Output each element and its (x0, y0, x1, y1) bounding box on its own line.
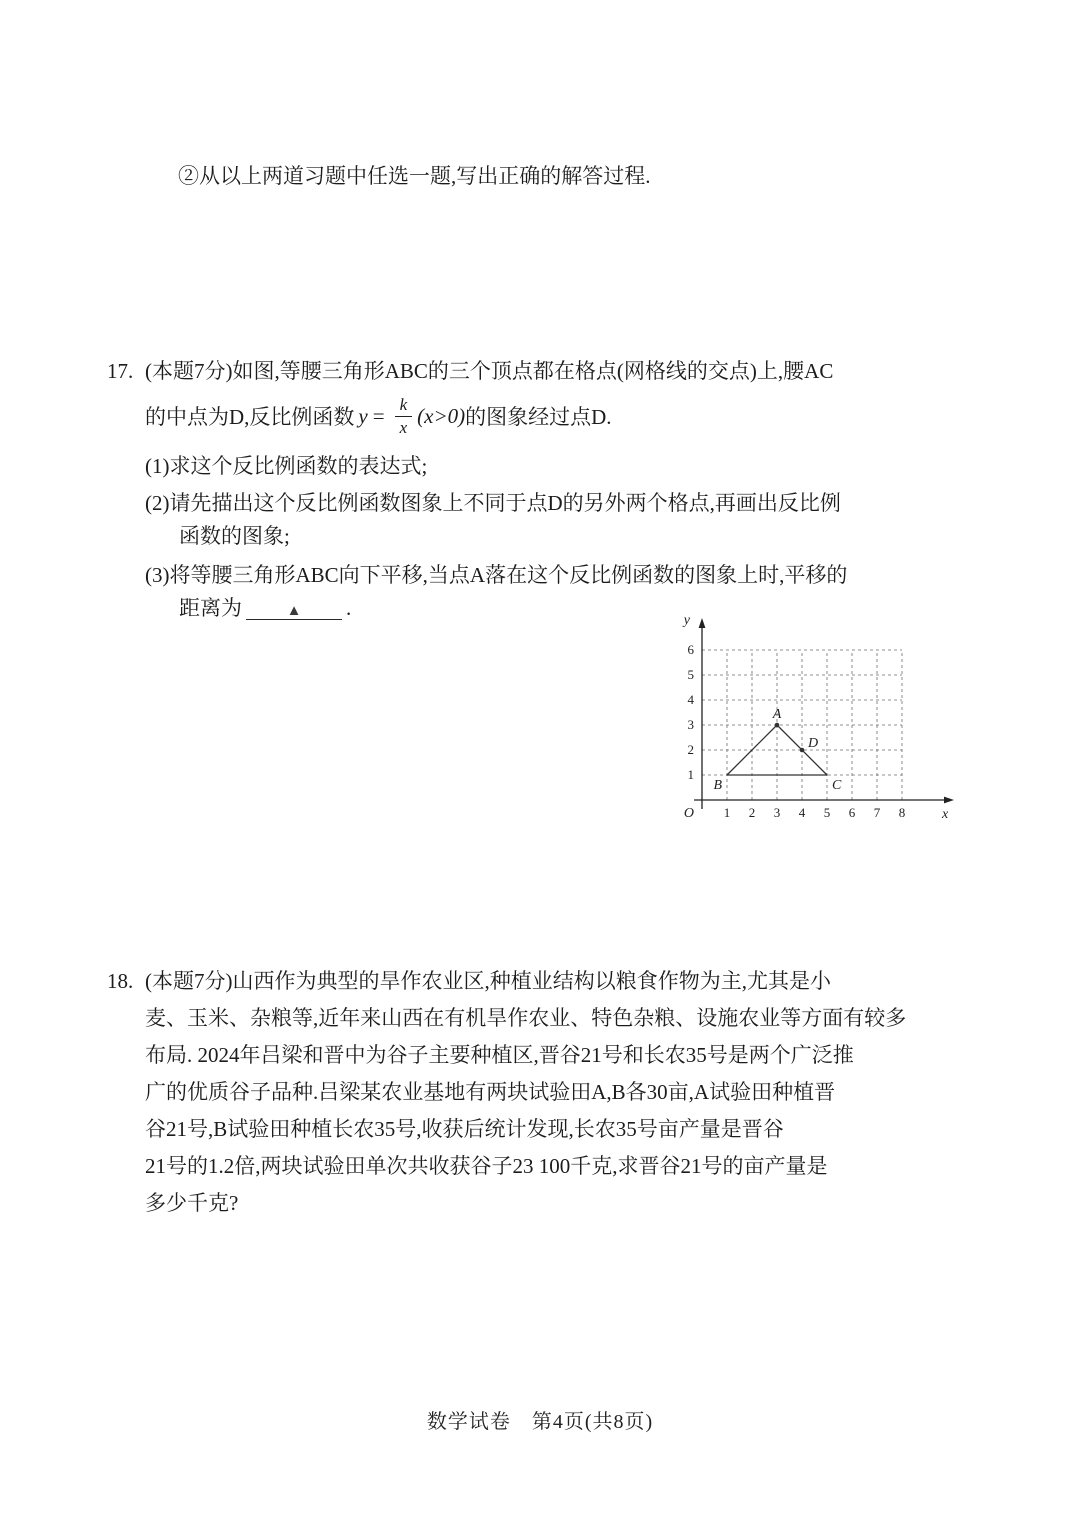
q18-line: 谷21号,B试验田种植长农35号,收获后统计发现,长农35号亩产量是晋谷 (145, 1117, 784, 1141)
x-tick-label: 6 (848, 805, 856, 820)
answer-blank-marker: ▲ (286, 603, 302, 619)
x-tick-label: 3 (773, 805, 781, 820)
q18-line: 21号的1.2倍,两块试验田单次共收获谷子23 100千克,求晋谷21号的亩产量是 (145, 1154, 828, 1178)
q17-part-3-prefix: 距离为 (179, 596, 242, 620)
question-18-body (145, 963, 1012, 1222)
q18-line: 布局. 2024年吕梁和晋中为谷子主要种植区,晋谷21号和长农35号是两个广泛推 (145, 1043, 854, 1067)
question-18-number: 18. (107, 969, 134, 993)
question-18 (107, 963, 1012, 1222)
q17-line-2-end: 的图象经过点D. (465, 405, 612, 429)
x-tick-label: 1 (723, 805, 731, 820)
point-label-C: C (832, 778, 842, 793)
equals-sign: = (372, 403, 385, 428)
q18-line: 麦、玉米、杂粮等,近年来山西在有机旱作农业、特色杂粮、设施农业等方面有较多 (145, 1006, 907, 1030)
q17-part-3-period: . (346, 596, 352, 620)
x-tick-label: 5 (823, 805, 831, 820)
fraction-k-over-x (395, 395, 413, 437)
question-17-number: 17. (107, 359, 134, 383)
x-tick-label: 2 (748, 805, 756, 820)
y-tick-label: 1 (687, 767, 694, 782)
point-D (800, 748, 805, 753)
q18-line: (本题7分)山西作为典型的旱作农业区,种植业结构以粮食作物为主,尤其是小 (145, 969, 831, 993)
point-label-D: D (808, 736, 819, 751)
y-tick-label: 5 (687, 667, 694, 682)
y-tick-label: 3 (687, 717, 694, 732)
y-tick-label: 4 (687, 692, 694, 707)
point-label-B: B (713, 778, 722, 793)
x-axis-label: x (942, 807, 949, 822)
point-label-A: A (772, 707, 782, 722)
q17-part-2-line-2: 函数的图象; (179, 524, 290, 548)
q17-line-1: (本题7分)如图,等腰三角形ABC的三个顶点都在格点(网格线的交点)上,腰AC (145, 359, 834, 383)
coordinate-grid-svg (668, 612, 968, 824)
question-17-body (145, 355, 1007, 625)
x-tick-label: 8 (898, 805, 906, 820)
fraction-denominator: x (399, 417, 408, 437)
instruction-line: ②从以上两道习题中任选一题,写出正确的解答过程. (178, 164, 651, 188)
x-tick-label: 7 (873, 805, 881, 820)
fraction-numerator: k (395, 395, 413, 417)
q18-line: 多少千克? (145, 1191, 239, 1215)
x-tick-label: 4 (798, 805, 806, 820)
question-17 (107, 355, 1007, 625)
origin-label: O (683, 806, 694, 821)
q17-part-3-line-1: (3)将等腰三角形ABC向下平移,当点A落在这个反比例函数的图象上时,平移的 (145, 563, 848, 587)
answer-blank (246, 598, 342, 620)
point-A (775, 723, 780, 728)
q18-line: 广的优质谷子品种.吕梁某农业基地有两块试验田A,B各30亩,A试验田种植晋 (145, 1080, 836, 1104)
q17-part-2-line-1: (2)请先描出这个反比例函数图象上不同于点D的另外两个格点,再画出反比例 (145, 491, 841, 515)
y-tick-label: 6 (687, 642, 694, 657)
y-axis-label: y (683, 613, 690, 628)
y-tick-label: 2 (687, 742, 694, 757)
var-y: y (358, 403, 368, 428)
x-axis-arrow (944, 797, 954, 804)
q17-line-2 (145, 390, 1007, 442)
y-axis-arrow (699, 618, 706, 628)
domain-condition: (x>0) (417, 403, 466, 428)
page-footer: 数学试卷 第4页(共8页) (426, 1411, 654, 1433)
q17-line-2-text: 的中点为D,反比例函数 (145, 405, 355, 429)
q17-figure (668, 612, 968, 824)
q17-part-1: (1)求这个反比例函数的表达式; (145, 454, 428, 478)
